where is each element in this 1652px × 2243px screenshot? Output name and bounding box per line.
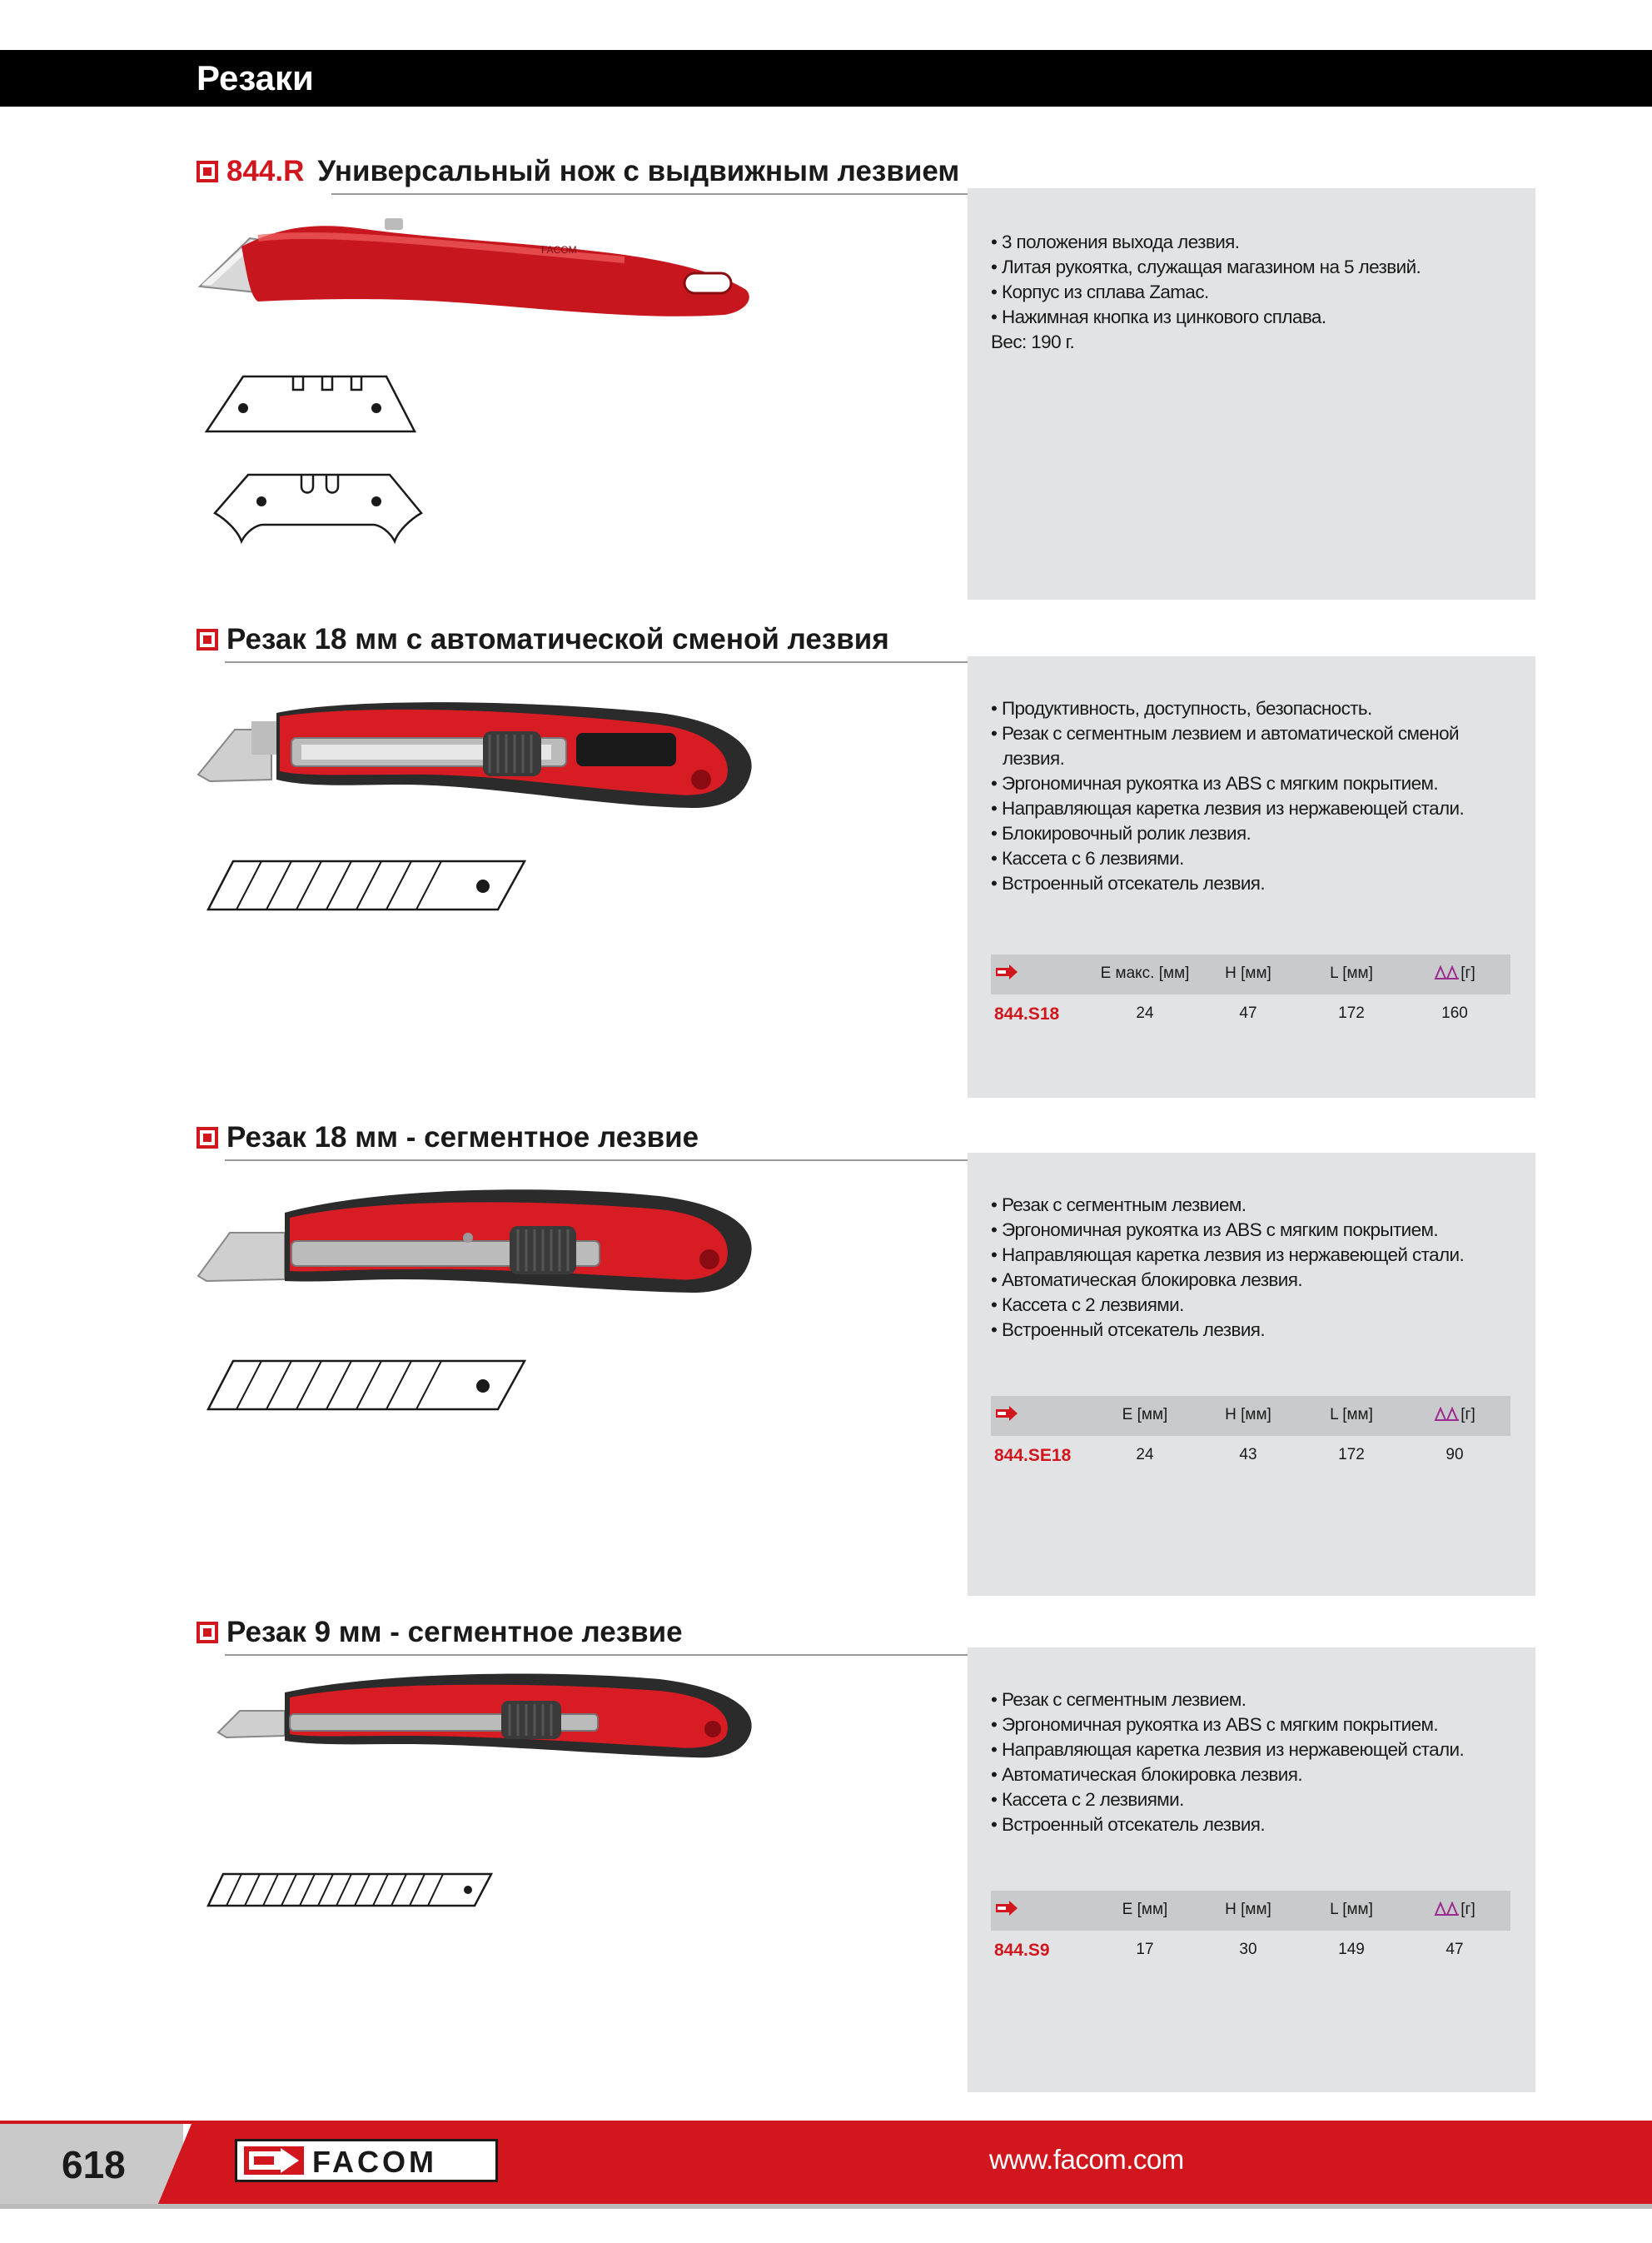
column-header: E макс. [мм] [1100,964,1190,982]
feature-list [991,1193,1519,1343]
table-cell: 47 [1239,1004,1257,1022]
feature-item: • Эргономичная рукоятка из ABS с мягким покрытием. [991,1712,1519,1737]
table-cell: 24 [1136,1446,1154,1463]
feature-item: • 3 положения выхода лезвия. [991,230,1519,255]
feature-item: • Эргономичная рукоятка из ABS с мягким покрытием. [991,771,1519,796]
section-title [226,155,959,188]
page-header [0,50,1652,107]
table-cell: 24 [1136,1004,1154,1022]
weight-unit: [г] [1460,964,1475,982]
svg-text:FACOM: FACOM [541,244,577,256]
column-header: L [мм] [1330,1406,1373,1423]
feature-list [991,1687,1519,1837]
weight-icon [1434,1902,1460,1917]
section-title: Резак 18 мм с автоматической сменой лезвия [226,623,889,655]
feature-item: • Нажимная кнопка из цинкового сплава. [991,305,1519,330]
section-marker-icon [197,1622,218,1643]
table-row [991,1931,1510,1964]
spec-table-header [991,955,1510,994]
feature-item: • Резак с сегментным лезвием и автоматической сменой лезвия. [991,721,1519,771]
page-number: 618 [62,2143,126,2186]
footer-rule [0,2121,1652,2124]
segmented-blade-9mm-image [205,1871,496,1909]
hook-blade-image [202,470,435,545]
table-cell: 43 [1239,1446,1257,1463]
product-code: 844.R [226,155,305,187]
column-header: H [мм] [1225,1406,1271,1423]
weight-icon [1434,1407,1460,1422]
reference-arrow-icon [994,964,1086,984]
column-header-weight [1409,964,1500,983]
cutter-18mm-image [193,1179,759,1304]
column-header: E [мм] [1122,1901,1168,1918]
weight-text: Вес: 190 г. [991,331,1075,352]
spec-table [991,1396,1510,1469]
table-cell: 172 [1338,1446,1365,1463]
feature-item: • Направляющая каретка лезвия из нержавеющей стали. [991,1243,1519,1268]
feature-item: • Литая рукоятка, служащая магазином на 5 лезвий. [991,255,1519,280]
column-header: L [мм] [1330,1901,1373,1918]
cutter-18mm-auto-image [193,696,759,821]
feature-item: • Резак с сегментным лезвием. [991,1193,1519,1218]
feature-item: • Кассета с 2 лезвиями. [991,1787,1519,1812]
product-reference: 844.S9 [994,1941,1050,1960]
table-cell: 149 [1338,1941,1365,1958]
segmented-blade-image [205,856,530,915]
website-link[interactable]: www.facom.com [989,2144,1184,2175]
column-header: H [мм] [1225,964,1271,982]
feature-item: • Направляющая каретка лезвия из нержавеющей стали. [991,1737,1519,1762]
spec-table [991,955,1510,1028]
feature-item: • Встроенный отсекатель лезвия. [991,1812,1519,1837]
feature-item: • Встроенный отсекатель лезвия. [991,871,1519,896]
section-marker-icon [197,1127,218,1149]
table-cell: 47 [1446,1941,1464,1958]
section-marker-icon [197,629,218,650]
feature-item: • Встроенный отсекатель лезвия. [991,1318,1519,1343]
segmented-blade-image [205,1356,530,1414]
product-reference: 844.SE18 [994,1446,1072,1465]
description-panel [968,188,1535,600]
feature-item: • Резак с сегментным лезвием. [991,1687,1519,1712]
facom-logo [235,2139,498,2182]
page-title: Резаки [197,58,314,97]
product-reference: 844.S18 [994,1004,1060,1024]
table-row [991,994,1510,1028]
feature-item: • Блокировочный ролик лезвия. [991,821,1519,846]
column-header-weight [1409,1406,1500,1424]
section-title-text: Универсальный нож с выдвижным лезвием [317,155,960,187]
spec-table-header [991,1396,1510,1436]
feature-item: • Эргономичная рукоятка из ABS с мягким покрытием. [991,1218,1519,1243]
section-marker-icon [197,161,218,182]
feature-item: • Направляющая каретка лезвия из нержавеющей стали. [991,796,1519,821]
feature-item: • Кассета с 2 лезвиями. [991,1293,1519,1318]
column-header: H [мм] [1225,1901,1271,1918]
feature-item: • Кассета с 6 лезвиями. [991,846,1519,871]
feature-item: • Корпус из сплава Zamac. [991,280,1519,305]
feature-item: • Продуктивность, доступность, безопасность. [991,696,1519,721]
description-panel [968,656,1535,1098]
reference-arrow-icon [994,1406,1086,1426]
brand-name: FACOM [312,2145,437,2179]
feature-list [991,696,1519,896]
description-panel [968,1647,1535,2092]
spec-table [991,1891,1510,1964]
spec-table-header [991,1891,1510,1931]
utility-knife-image [192,197,758,330]
column-header: E [мм] [1122,1406,1168,1423]
section-title: Резак 9 мм - сегментное лезвие [226,1616,683,1648]
table-cell: 160 [1441,1004,1468,1022]
table-cell: 30 [1239,1941,1257,1958]
table-cell: 172 [1338,1004,1365,1022]
table-cell: 17 [1136,1941,1154,1958]
description-panel [968,1153,1535,1596]
footer-bottom-rule [0,2204,1652,2209]
feature-item: • Автоматическая блокировка лезвия. [991,1762,1519,1787]
trapezoid-blade-image [202,371,426,438]
section-title: Резак 18 мм - сегментное лезвие [226,1121,699,1154]
feature-list [991,230,1519,355]
table-cell: 90 [1446,1446,1464,1463]
cutter-9mm-image [193,1664,759,1772]
weight-icon [1434,965,1460,980]
weight-unit: [г] [1460,1406,1475,1423]
facom-mark-icon [244,2146,304,2175]
table-row [991,1436,1510,1469]
reference-arrow-icon [994,1901,1086,1921]
column-header-weight [1409,1901,1500,1919]
weight-unit: [г] [1460,1901,1475,1918]
feature-item: • Автоматическая блокировка лезвия. [991,1268,1519,1293]
column-header: L [мм] [1330,964,1373,982]
